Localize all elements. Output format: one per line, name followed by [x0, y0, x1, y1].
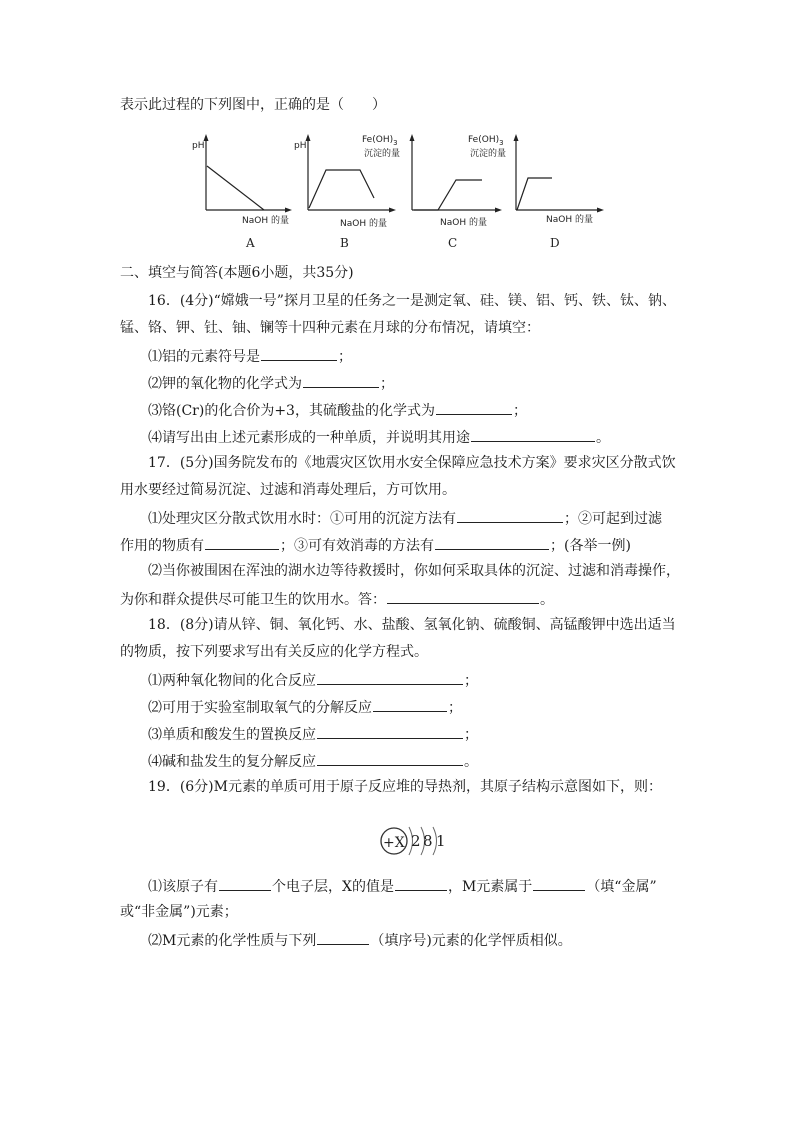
q18-stem-line1: 18．(8分)请从锌、铜、氧化钙、水、盐酸、氢氧化钠、硫酸铜、高锰酸钾中选出适当 [148, 617, 676, 633]
graph-a [192, 134, 292, 250]
atom-nucleus-label: +X [383, 835, 405, 851]
q16-blank1[interactable] [261, 346, 337, 361]
graph-d [468, 134, 604, 250]
q18-blank3[interactable] [317, 724, 463, 739]
q19-part2: ⑵M元素的化学性质与下列 （填序号)元素的化学怦质相似。 [148, 930, 572, 950]
graph-a-ylabel: pH [192, 141, 205, 151]
intro-text: 表示此过程的下列图中，正确的是（ ） [120, 97, 386, 113]
q16-stem-line1: 16．(4分)“嫦娥一号”探月卫星的任务之一是测定氧、硅、镁、铝、钙、铁、钛、钠、 [148, 293, 676, 309]
section-heading: 二、填空与简答(本题6小题，共35分) [120, 265, 354, 281]
graph-d-ylabel-bottom: 沉淀的量 [470, 149, 507, 159]
graph-d-xlabel: NaOH 的量 [546, 215, 593, 225]
graph-c-letter: C [448, 236, 458, 250]
q16-blank4[interactable] [471, 427, 595, 442]
q18-blank2[interactable] [373, 697, 447, 712]
q18-blank4[interactable] [317, 751, 463, 766]
atom-shell-3-electrons: 1 [436, 832, 446, 850]
q17-stem-line1: 17．(5分)国务院发布的《地震灾区饮用水安全保障应急技术方案》要求灾区分散式饮 [148, 455, 676, 471]
graph-d-curve [517, 178, 552, 210]
q16-part4: ⑷请写出由上述元素形成的一种单质，并说明其用途 。 [148, 427, 610, 447]
q18-part4: ⑷碱和盐发生的复分解反应 。 [148, 751, 478, 771]
q19-part1-line1: ⑴该原子有 个电子层，X的值是 ，M元素属于 （填“金属” [148, 876, 657, 896]
q16-part1: ⑴铝的元素符号是 ； [148, 346, 352, 366]
q17-blank3[interactable] [435, 535, 549, 550]
q16-part3: ⑶铬(Cr)的化合价为+3，其硫酸盐的化学式为 ； [148, 400, 527, 420]
graph-c-ylabel-bottom: 沉淀的量 [364, 149, 401, 159]
atom-structure-diagram [378, 820, 454, 862]
q17-part2-line2: 为你和群众提供尽可能卫生的饮用水。答： 。 [120, 589, 554, 609]
atom-shell-2-electrons: 8 [423, 832, 433, 850]
q19-blank4[interactable] [317, 930, 369, 945]
graph-a-letter: A [246, 236, 255, 250]
q17-blank4[interactable] [387, 589, 539, 604]
graph-c-curve [414, 180, 482, 210]
graph-d-ylabel-top: $Fe(OH)_3$ [468, 135, 504, 147]
graph-b-curve [309, 170, 374, 208]
graph-b-ylabel: pH [294, 141, 307, 151]
q19-blank2[interactable] [395, 876, 447, 891]
q19-blank1[interactable] [219, 876, 271, 891]
graph-b-xlabel: NaOH 的量 [340, 219, 387, 229]
graph-c-xlabel: NaOH 的量 [440, 218, 487, 228]
q16-stem-line2: 锰、铬、钾、钍、铀、镧等十四种元素在月球的分布情况，请填空： [120, 320, 540, 336]
q17-blank1[interactable] [457, 508, 563, 523]
q18-blank1[interactable] [317, 670, 463, 685]
q17-blank2[interactable] [205, 535, 279, 550]
q18-part3: ⑶单质和酸发生的置换反应 ； [148, 724, 478, 744]
q17-part1-line1: ⑴处理灾区分散式饮用水时：①可用的沉淀方法有 ；②可起到过滤 [148, 508, 662, 528]
q17-part1-line2: 作用的物质有 ；③可有效消毒的方法有 ；(各举一例) [120, 535, 631, 555]
q18-stem-line2: 的物质，按下列要求写出有关反应的化学方程式。 [120, 644, 428, 660]
q17-part2-line1: ⑵当你被围困在浑浊的湖水边等待救援时，你如何采取具体的沉淀、过滤和消毒操作， [148, 563, 680, 579]
q16-blank2[interactable] [303, 373, 379, 388]
answer-graphs [180, 128, 620, 252]
q17-stem-line2: 用水要经过简易沉淀、过滤和消毒处理后，方可饮用。 [120, 482, 456, 498]
q16-blank3[interactable] [436, 400, 512, 415]
q16-part2: ⑵钾的氧化物的化学式为 ； [148, 373, 394, 393]
q19-blank3[interactable] [533, 876, 585, 891]
graph-a-xlabel: NaOH 的量 [242, 216, 289, 226]
q18-part2: ⑵可用于实验室制取氧气的分解反应 ； [148, 697, 462, 717]
q19-part1-line2: 或“非金属”)元素； [120, 904, 238, 920]
graph-d-letter: D [550, 236, 560, 250]
q18-part1: ⑴两种氧化物间的化合反应 ； [148, 670, 478, 690]
graph-b-letter: B [340, 236, 349, 250]
graph-a-curve [207, 166, 264, 210]
q19-stem: 19．(6分)M元素的单质可用于原子反应堆的导热剂，其原子结构示意图如下，则： [148, 779, 662, 795]
graph-c-ylabel-top: $Fe(OH)_3$ [362, 135, 398, 147]
atom-shell-1-electrons: 2 [411, 832, 421, 850]
